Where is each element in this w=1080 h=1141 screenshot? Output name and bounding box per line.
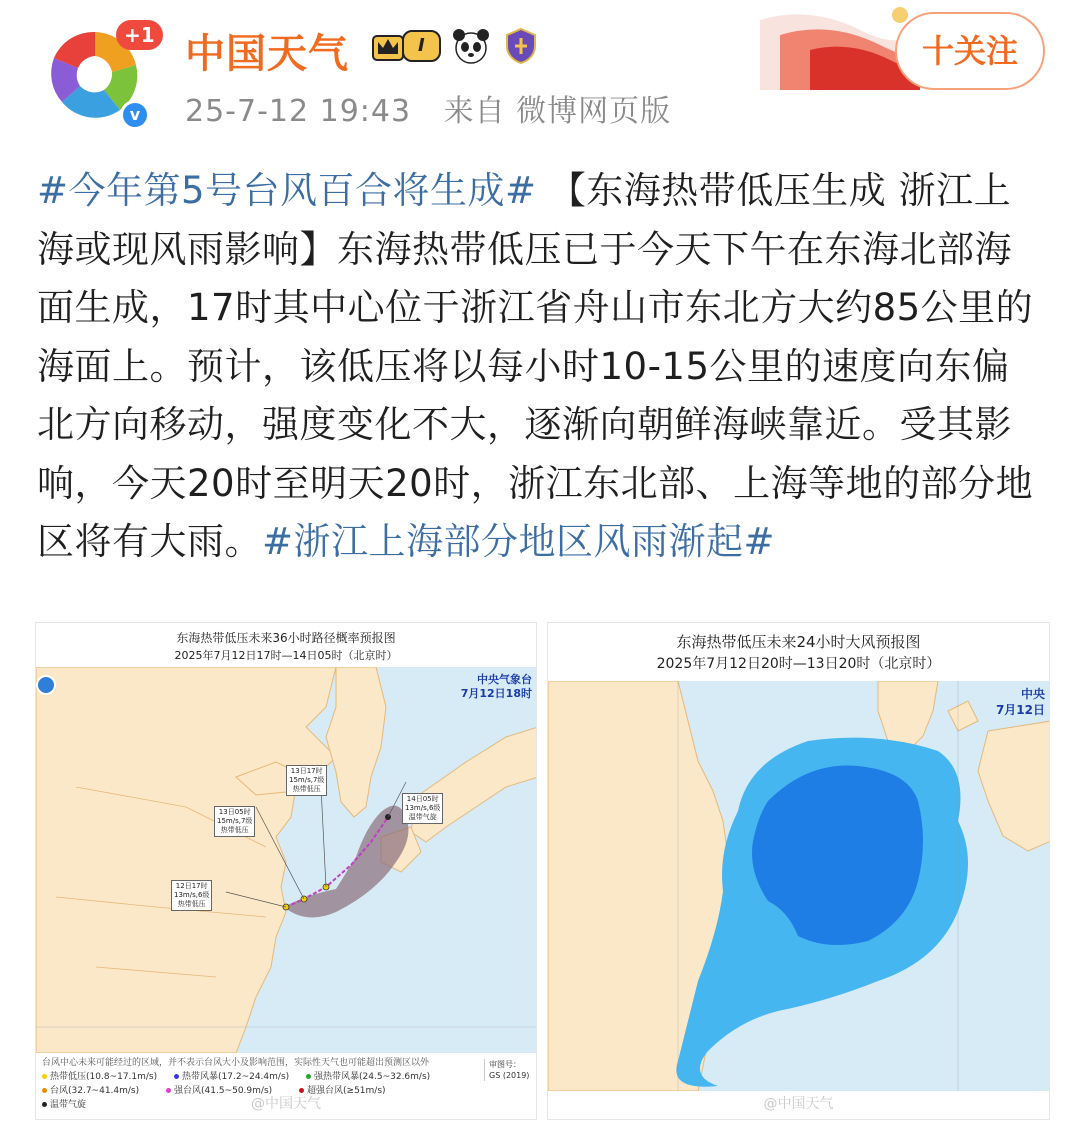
- track-map: [36, 667, 537, 1053]
- avatar[interactable]: [40, 20, 155, 130]
- hashtag-link[interactable]: #浙江上海部分地区风雨渐起#: [262, 520, 776, 563]
- post-text: [37, 162, 1042, 572]
- post-body-text: 【东海热带低压生成 浙江上海或现风雨影响】东海热带低压已于今天下午在东海北部海面生成，17时其中心位于浙江省舟山市东北方大约85公里的海面上。预计，该低压将以每小时10-15公里的速度向东偏北方向移动，强度变化不大，逐渐向朝鲜海峡靠近。受其影响，今天20时至明天20时，浙江东北部、上海等地的部分地区将有大雨。: [37, 169, 1034, 563]
- issuing-agency: 中央气象台: [477, 673, 532, 686]
- map-subtitle: 2025年7月12日20时—13日20时（北京时）: [656, 656, 941, 672]
- map-title: 东海热带低压未来36小时路径概率预报图: [176, 631, 396, 645]
- legend-row: 热带低压(10.8~17.1m/s) 热带风暴(17.2~24.4m/s) 强热带风暴(24.5~32.6m/s): [42, 1069, 430, 1082]
- member-level-badge[interactable]: [370, 27, 441, 65]
- post-header: [0, 0, 1080, 140]
- crown-icon: [370, 28, 406, 64]
- issue-time: 7月12日: [995, 703, 1045, 717]
- track-point-label: 13日17时 15m/s,7级 热带低压: [286, 765, 327, 796]
- issuing-agency: 中央: [1020, 687, 1045, 701]
- legend-row: 温带气旋: [42, 1097, 86, 1110]
- level-text: I: [402, 30, 441, 62]
- wind-map: [548, 681, 1050, 1091]
- track-point-label: 14日05时 13m/s,6级 温带气旋: [402, 793, 443, 824]
- post-source[interactable]: 来自 微博网页版: [443, 94, 672, 129]
- verified-icon: v: [120, 100, 150, 130]
- issue-time: 7月12日18时: [460, 687, 532, 700]
- forecast-track-map-image[interactable]: [35, 622, 537, 1120]
- legend-note: 台风中心未来可能经过的区域，并不表示台风大小及影响范围，实际性天气也可能超出预测区以外: [42, 1058, 430, 1068]
- track-point-label: 12日17时 13m/s,6级 热带低压: [171, 880, 212, 911]
- legend-row: 台风(32.7~41.4m/s) 强台风(41.5~50.9m/s) 超强台风(≥51m/s): [42, 1083, 386, 1096]
- post-meta: [185, 86, 671, 130]
- panda-icon[interactable]: [451, 26, 491, 66]
- user-name[interactable]: 中国天气: [185, 31, 349, 77]
- track-point-label: 13日05时 15m/s,7级 热带低压: [214, 806, 255, 837]
- hashtag-link[interactable]: #今年第5号台风百合将生成#: [37, 169, 537, 212]
- notification-badge: +1: [116, 20, 163, 50]
- police-badge-icon[interactable]: [501, 26, 541, 66]
- post-timestamp: 25-7-12 19:43: [185, 94, 412, 129]
- watermark: @中国天气: [251, 1096, 321, 1112]
- map-title: 东海热带低压未来24小时大风预报图: [676, 633, 921, 651]
- follow-button[interactable]: 十关注: [895, 12, 1045, 90]
- gale-forecast-map-image[interactable]: [547, 622, 1050, 1120]
- map-approval-number: 审图号： GS (2019): [484, 1059, 529, 1081]
- map-subtitle: 2025年7月12日17时—14日05时（北京时）: [174, 649, 398, 662]
- watermark: @中国天气: [763, 1096, 834, 1112]
- user-badges: [370, 26, 541, 66]
